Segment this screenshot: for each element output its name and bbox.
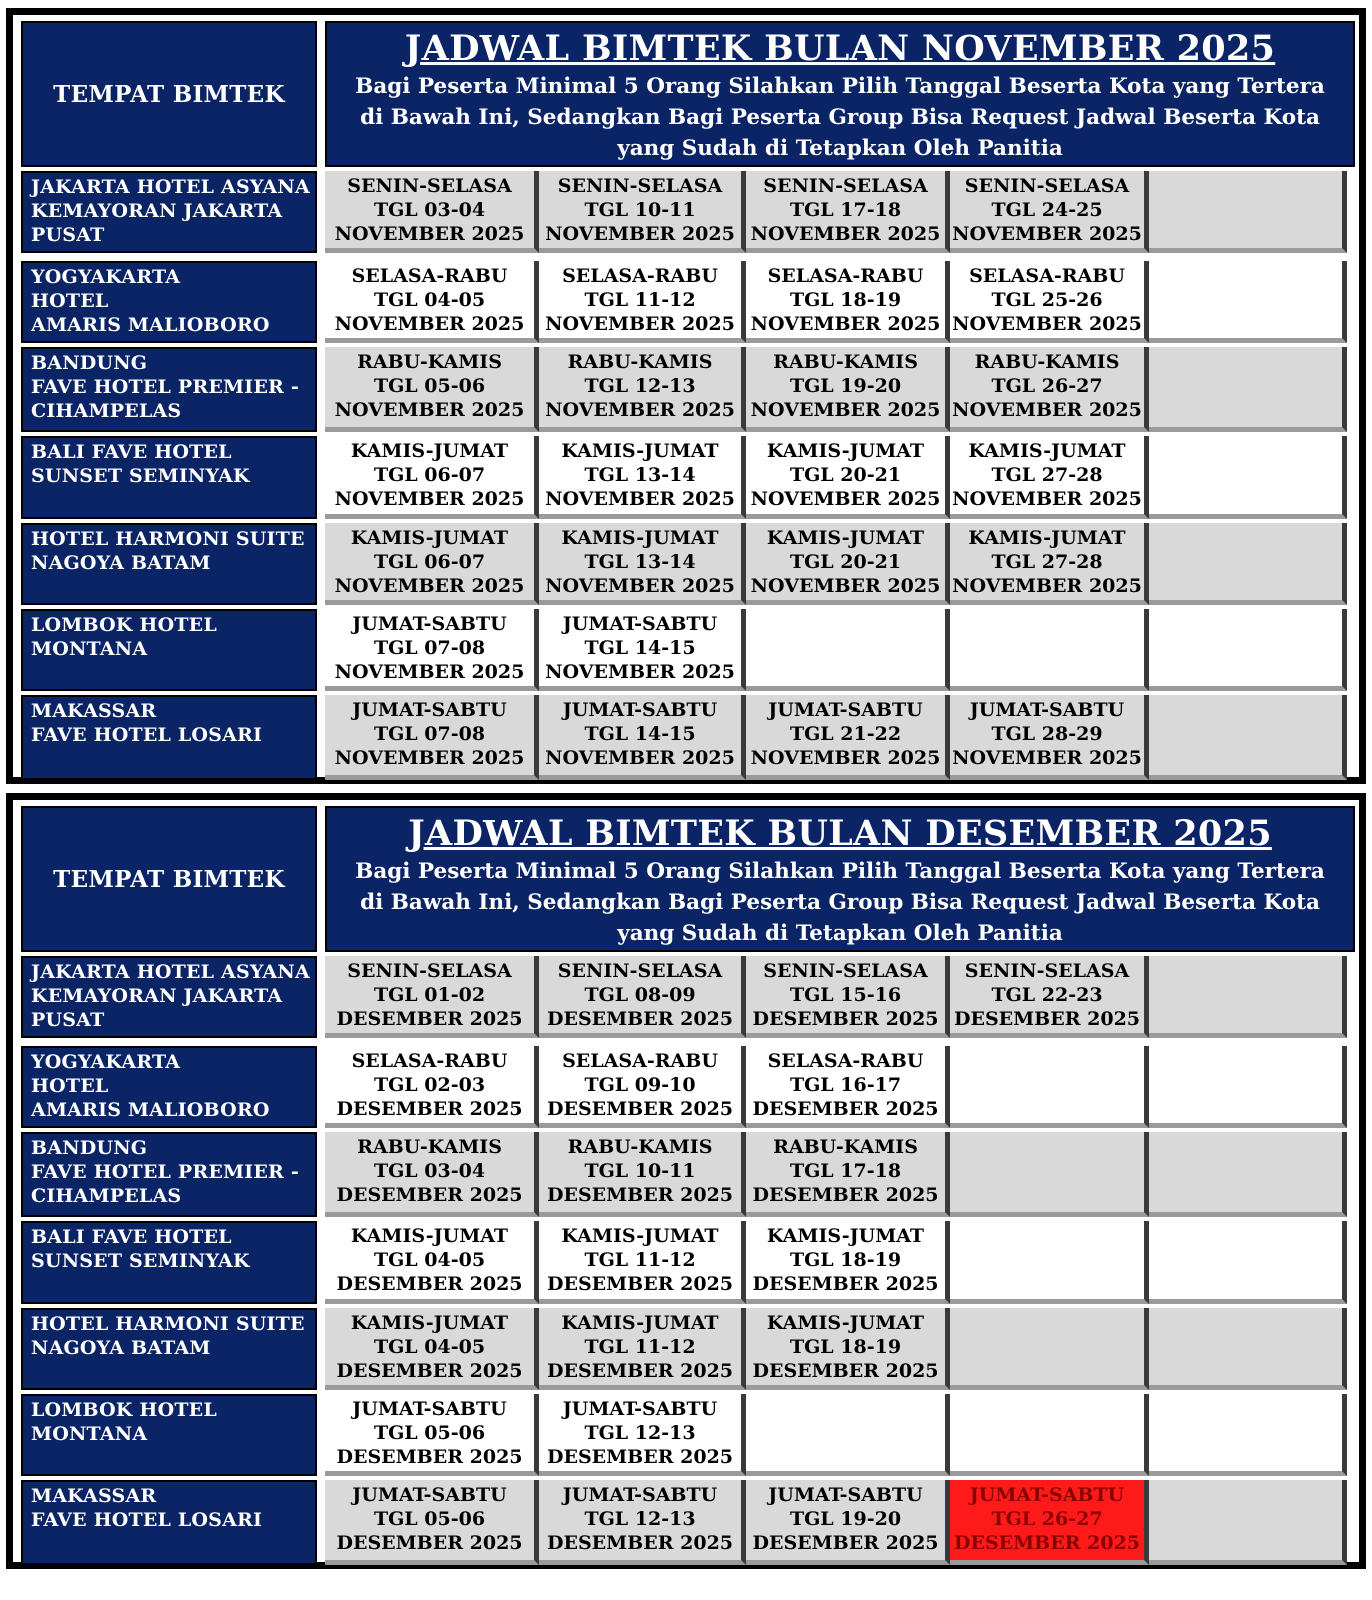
table-row bbox=[21, 261, 1355, 343]
empty-slot bbox=[1149, 1308, 1347, 1390]
slot-month: NOVEMBER 2025 bbox=[545, 747, 735, 769]
date-slot bbox=[746, 1221, 950, 1304]
date-slot bbox=[539, 523, 746, 605]
slot-month: NOVEMBER 2025 bbox=[334, 488, 525, 510]
table-body bbox=[13, 800, 1359, 1562]
slot-days: SENIN-SELASA bbox=[763, 175, 928, 197]
slot-days: RABU-KAMIS bbox=[567, 1136, 713, 1158]
slot-month: NOVEMBER 2025 bbox=[952, 575, 1142, 597]
empty-slot bbox=[1149, 1221, 1347, 1304]
venue-cell bbox=[21, 436, 317, 519]
slot-month: NOVEMBER 2025 bbox=[334, 313, 525, 335]
date-slot bbox=[325, 695, 539, 780]
slot-days: SENIN-SELASA bbox=[347, 175, 512, 197]
schedule-title: JADWAL BIMTEK BULAN DESEMBER 2025 bbox=[408, 813, 1272, 854]
header-location-label: TEMPAT BIMTEK bbox=[21, 21, 317, 167]
venue-line: MONTANA bbox=[31, 638, 148, 660]
slot-month: DESEMBER 2025 bbox=[546, 1446, 734, 1468]
slot-month: NOVEMBER 2025 bbox=[750, 399, 941, 421]
table-row bbox=[21, 609, 1355, 691]
slot-days: SENIN-SELASA bbox=[964, 960, 1130, 982]
date-slot bbox=[325, 1132, 539, 1217]
slot-dates: TGL 12-13 bbox=[584, 375, 696, 397]
slot-dates: TGL 14-15 bbox=[584, 723, 696, 745]
slot-month: NOVEMBER 2025 bbox=[750, 575, 941, 597]
empty-slot bbox=[1149, 436, 1347, 519]
slot-days: SENIN-SELASA bbox=[347, 960, 512, 982]
slot-dates: TGL 13-14 bbox=[584, 551, 696, 573]
slot-month: NOVEMBER 2025 bbox=[952, 747, 1142, 769]
date-slot bbox=[325, 609, 539, 691]
slot-dates: TGL 18-19 bbox=[789, 1249, 902, 1271]
venue-cell bbox=[21, 171, 317, 253]
date-slot bbox=[746, 1046, 950, 1128]
slot-month: DESEMBER 2025 bbox=[546, 1273, 734, 1295]
venue-line: FAVE HOTEL LOSARI bbox=[31, 1509, 263, 1531]
date-slot bbox=[950, 261, 1149, 343]
slot-days: KAMIS-JUMAT bbox=[766, 527, 925, 549]
venue-line: KEMAYORAN JAKARTA bbox=[31, 200, 283, 222]
slot-days: JUMAT-SABTU bbox=[352, 1484, 507, 1506]
venue-cell bbox=[21, 523, 317, 605]
date-slot bbox=[325, 171, 539, 253]
slot-days: KAMIS-JUMAT bbox=[350, 1225, 509, 1247]
slot-dates: TGL 20-21 bbox=[789, 464, 902, 486]
slot-days: RABU-KAMIS bbox=[773, 1136, 918, 1158]
slot-days: KAMIS-JUMAT bbox=[350, 440, 509, 462]
slot-days: SENIN-SELASA bbox=[557, 175, 723, 197]
slot-month: DESEMBER 2025 bbox=[336, 1446, 523, 1468]
date-slot bbox=[950, 171, 1149, 253]
venue-line: KEMAYORAN JAKARTA bbox=[31, 985, 283, 1007]
slot-days: JUMAT-SABTU bbox=[969, 699, 1125, 721]
slot-month: NOVEMBER 2025 bbox=[334, 661, 525, 683]
venue-line: LOMBOK HOTEL bbox=[31, 614, 217, 636]
schedule-table-desember bbox=[6, 793, 1366, 1569]
slot-days: KAMIS-JUMAT bbox=[766, 440, 925, 462]
date-slot bbox=[325, 1394, 539, 1476]
empty-slot bbox=[950, 1132, 1149, 1217]
slot-days: SELASA-RABU bbox=[767, 265, 924, 287]
slot-days: SELASA-RABU bbox=[351, 265, 508, 287]
slot-days: SELASA-RABU bbox=[969, 265, 1125, 287]
header-title-block bbox=[325, 806, 1355, 952]
empty-slot bbox=[1149, 523, 1347, 605]
slot-dates: TGL 09-10 bbox=[584, 1074, 696, 1096]
slot-dates: TGL 12-13 bbox=[584, 1422, 696, 1444]
slot-days: JUMAT-SABTU bbox=[352, 613, 507, 635]
table-row bbox=[21, 171, 1355, 253]
date-slot bbox=[539, 1221, 746, 1304]
venue-cell bbox=[21, 1480, 317, 1565]
date-slot bbox=[746, 695, 950, 780]
date-slot bbox=[539, 1132, 746, 1217]
venue-cell bbox=[21, 695, 317, 780]
slot-dates: TGL 18-19 bbox=[789, 1336, 902, 1358]
slot-dates: TGL 07-08 bbox=[373, 723, 486, 745]
slot-month: NOVEMBER 2025 bbox=[545, 313, 735, 335]
empty-slot bbox=[1149, 171, 1347, 253]
venue-line: HOTEL HARMONI SUITE bbox=[31, 1313, 305, 1335]
slot-days: SENIN-SELASA bbox=[763, 960, 928, 982]
slot-month: NOVEMBER 2025 bbox=[545, 575, 735, 597]
slot-dates: TGL 25-26 bbox=[991, 289, 1103, 311]
date-slot bbox=[746, 171, 950, 253]
venue-cell bbox=[21, 261, 317, 343]
date-slot bbox=[746, 1132, 950, 1217]
header-location-label: TEMPAT BIMTEK bbox=[21, 806, 317, 952]
table-row bbox=[21, 1132, 1355, 1217]
slot-dates: TGL 11-12 bbox=[584, 1336, 696, 1358]
slot-month: DESEMBER 2025 bbox=[546, 1098, 734, 1120]
date-slot bbox=[746, 347, 950, 432]
slot-month: DESEMBER 2025 bbox=[953, 1008, 1141, 1030]
slot-month: DESEMBER 2025 bbox=[336, 1532, 523, 1554]
slot-month: NOVEMBER 2025 bbox=[545, 399, 735, 421]
venue-line: SUNSET SEMINYAK bbox=[31, 1250, 250, 1272]
slot-month: DESEMBER 2025 bbox=[336, 1184, 523, 1206]
slot-days: JUMAT-SABTU bbox=[969, 1484, 1125, 1506]
venue-line: NAGOYA BATAM bbox=[31, 1337, 211, 1359]
date-slot bbox=[539, 1480, 746, 1565]
slot-month: DESEMBER 2025 bbox=[546, 1184, 734, 1206]
date-slot bbox=[325, 261, 539, 343]
slot-dates: TGL 07-08 bbox=[373, 637, 486, 659]
slot-dates: TGL 05-06 bbox=[373, 1422, 486, 1444]
slot-dates: TGL 05-06 bbox=[373, 375, 486, 397]
date-slot bbox=[539, 1394, 746, 1476]
venue-cell bbox=[21, 609, 317, 691]
empty-slot bbox=[746, 609, 950, 691]
venue-line: YOGYAKARTA bbox=[31, 266, 181, 288]
venue-line: CIHAMPELAS bbox=[31, 1185, 182, 1207]
schedule-subtitle: Bagi Peserta Minimal 5 Orang Silahkan Pilih Tanggal Beserta Kota yang Tertera di Bawah Ini, Sedangkan Bagi Peserta Group Bisa Request Jadwal Beserta Kota yang Sudah di Tetapkan Oleh Panitia bbox=[355, 859, 1325, 946]
venue-line: LOMBOK HOTEL bbox=[31, 1399, 217, 1421]
slot-dates: TGL 21-22 bbox=[789, 723, 902, 745]
slot-month: NOVEMBER 2025 bbox=[750, 747, 941, 769]
date-slot bbox=[746, 1480, 950, 1565]
slot-month: NOVEMBER 2025 bbox=[545, 661, 735, 683]
slot-days: SELASA-RABU bbox=[767, 1050, 924, 1072]
venue-line: HOTEL bbox=[31, 1075, 109, 1097]
slot-dates: TGL 08-09 bbox=[584, 984, 696, 1006]
slot-days: RABU-KAMIS bbox=[357, 1136, 502, 1158]
venue-line: SUNSET SEMINYAK bbox=[31, 465, 250, 487]
empty-slot bbox=[950, 609, 1149, 691]
slot-month: NOVEMBER 2025 bbox=[545, 223, 735, 245]
slot-dates: TGL 10-11 bbox=[584, 199, 696, 221]
slot-dates: TGL 28-29 bbox=[991, 723, 1103, 745]
slot-days: JUMAT-SABTU bbox=[562, 613, 718, 635]
slot-dates: TGL 14-15 bbox=[584, 637, 696, 659]
venue-line: BANDUNG bbox=[31, 352, 148, 374]
slot-month: DESEMBER 2025 bbox=[336, 1273, 523, 1295]
venue-line: MAKASSAR bbox=[31, 1485, 157, 1507]
date-slot bbox=[325, 1221, 539, 1304]
table-row bbox=[21, 523, 1355, 605]
date-slot bbox=[950, 436, 1149, 519]
slot-dates: TGL 12-13 bbox=[584, 1508, 696, 1530]
slot-days: RABU-KAMIS bbox=[567, 351, 713, 373]
slot-days: KAMIS-JUMAT bbox=[561, 440, 719, 462]
table-row bbox=[21, 956, 1355, 1038]
empty-slot bbox=[1149, 261, 1347, 343]
slot-days: RABU-KAMIS bbox=[974, 351, 1120, 373]
venue-cell bbox=[21, 1308, 317, 1390]
slot-dates: TGL 04-05 bbox=[373, 289, 486, 311]
slot-dates: TGL 27-28 bbox=[991, 464, 1103, 486]
date-slot bbox=[539, 171, 746, 253]
slot-dates: TGL 26-27 bbox=[991, 1508, 1103, 1530]
slot-month: NOVEMBER 2025 bbox=[952, 399, 1142, 421]
date-slot bbox=[539, 609, 746, 691]
schedule-table-november bbox=[6, 8, 1366, 784]
table-row bbox=[21, 1394, 1355, 1476]
slot-dates: TGL 16-17 bbox=[789, 1074, 902, 1096]
venue-line: AMARIS MALIOBORO bbox=[31, 314, 270, 336]
venue-cell bbox=[21, 1046, 317, 1128]
slot-month: NOVEMBER 2025 bbox=[334, 747, 525, 769]
venue-line: NAGOYA BATAM bbox=[31, 552, 211, 574]
slot-days: KAMIS-JUMAT bbox=[766, 1312, 925, 1334]
header-title-block bbox=[325, 21, 1355, 167]
empty-slot bbox=[950, 1394, 1149, 1476]
date-slot bbox=[746, 1308, 950, 1390]
slot-dates: TGL 06-07 bbox=[373, 551, 486, 573]
slot-days: JUMAT-SABTU bbox=[352, 699, 507, 721]
slot-dates: TGL 03-04 bbox=[373, 1160, 486, 1182]
empty-slot bbox=[1149, 1480, 1347, 1565]
empty-slot bbox=[950, 1308, 1149, 1390]
slot-month: DESEMBER 2025 bbox=[336, 1098, 523, 1120]
slot-month: DESEMBER 2025 bbox=[752, 1098, 939, 1120]
slot-days: KAMIS-JUMAT bbox=[561, 527, 719, 549]
slot-days: SELASA-RABU bbox=[562, 265, 718, 287]
table-row bbox=[21, 347, 1355, 432]
slot-days: KAMIS-JUMAT bbox=[968, 440, 1126, 462]
slot-dates: TGL 15-16 bbox=[789, 984, 902, 1006]
date-slot bbox=[539, 695, 746, 780]
slot-dates: TGL 01-02 bbox=[373, 984, 486, 1006]
venue-line: BALI FAVE HOTEL bbox=[31, 1226, 232, 1248]
table-row bbox=[21, 436, 1355, 519]
slot-month: NOVEMBER 2025 bbox=[952, 313, 1142, 335]
date-slot bbox=[325, 1046, 539, 1128]
date-slot bbox=[539, 436, 746, 519]
venue-line: HOTEL HARMONI SUITE bbox=[31, 528, 305, 550]
date-slot bbox=[950, 523, 1149, 605]
date-slot bbox=[325, 1308, 539, 1390]
empty-slot bbox=[1149, 609, 1347, 691]
date-slot bbox=[746, 523, 950, 605]
slot-days: KAMIS-JUMAT bbox=[561, 1312, 719, 1334]
slot-dates: TGL 18-19 bbox=[789, 289, 902, 311]
slot-dates: TGL 20-21 bbox=[789, 551, 902, 573]
slot-days: SENIN-SELASA bbox=[557, 960, 723, 982]
venue-line: PUSAT bbox=[31, 224, 105, 246]
slot-month: DESEMBER 2025 bbox=[752, 1273, 939, 1295]
empty-slot bbox=[1149, 1394, 1347, 1476]
venue-cell bbox=[21, 1221, 317, 1304]
venue-line: MONTANA bbox=[31, 1423, 148, 1445]
empty-slot bbox=[1149, 347, 1347, 432]
slot-days: KAMIS-JUMAT bbox=[968, 527, 1126, 549]
slot-dates: TGL 10-11 bbox=[584, 1160, 696, 1182]
slot-dates: TGL 19-20 bbox=[789, 1508, 902, 1530]
venue-line: YOGYAKARTA bbox=[31, 1051, 181, 1073]
venue-line: FAVE HOTEL PREMIER - bbox=[31, 1161, 299, 1183]
slot-month: NOVEMBER 2025 bbox=[750, 488, 941, 510]
slot-days: JUMAT-SABTU bbox=[562, 699, 718, 721]
date-slot bbox=[539, 347, 746, 432]
slot-dates: TGL 04-05 bbox=[373, 1249, 486, 1271]
slot-days: RABU-KAMIS bbox=[357, 351, 502, 373]
date-slot bbox=[325, 436, 539, 519]
date-slot bbox=[950, 347, 1149, 432]
slot-month: DESEMBER 2025 bbox=[546, 1532, 734, 1554]
date-slot bbox=[746, 956, 950, 1038]
venue-cell bbox=[21, 1394, 317, 1476]
venue-cell bbox=[21, 347, 317, 432]
venue-line: PUSAT bbox=[31, 1009, 105, 1031]
date-slot bbox=[539, 956, 746, 1038]
slot-days: KAMIS-JUMAT bbox=[561, 1225, 719, 1247]
slot-days: RABU-KAMIS bbox=[773, 351, 918, 373]
date-slot bbox=[950, 956, 1149, 1038]
date-slot bbox=[539, 1308, 746, 1390]
venue-line: FAVE HOTEL LOSARI bbox=[31, 724, 263, 746]
date-slot bbox=[746, 261, 950, 343]
slot-days: JUMAT-SABTU bbox=[562, 1484, 718, 1506]
venue-line: JAKARTA HOTEL ASYANA bbox=[31, 176, 310, 198]
slot-days: SENIN-SELASA bbox=[964, 175, 1130, 197]
table-row bbox=[21, 1046, 1355, 1128]
slot-dates: TGL 04-05 bbox=[373, 1336, 486, 1358]
slot-dates: TGL 17-18 bbox=[789, 199, 902, 221]
date-slot bbox=[950, 695, 1149, 780]
venue-line: FAVE HOTEL PREMIER - bbox=[31, 376, 299, 398]
slot-month: NOVEMBER 2025 bbox=[952, 488, 1142, 510]
slot-month: DESEMBER 2025 bbox=[953, 1532, 1141, 1554]
slot-dates: TGL 17-18 bbox=[789, 1160, 902, 1182]
slot-days: JUMAT-SABTU bbox=[768, 1484, 923, 1506]
venue-cell bbox=[21, 1132, 317, 1217]
date-slot bbox=[539, 1046, 746, 1128]
slot-month: DESEMBER 2025 bbox=[546, 1008, 734, 1030]
slot-dates: TGL 03-04 bbox=[373, 199, 486, 221]
slot-month: DESEMBER 2025 bbox=[336, 1008, 523, 1030]
slot-dates: TGL 26-27 bbox=[991, 375, 1103, 397]
venue-line: BANDUNG bbox=[31, 1137, 148, 1159]
schedule-title: JADWAL BIMTEK BULAN NOVEMBER 2025 bbox=[404, 28, 1276, 69]
slot-days: SELASA-RABU bbox=[562, 1050, 718, 1072]
date-slot bbox=[325, 1480, 539, 1565]
date-slot bbox=[539, 261, 746, 343]
slot-month: NOVEMBER 2025 bbox=[952, 223, 1142, 245]
venue-line: CIHAMPELAS bbox=[31, 400, 182, 422]
slot-dates: TGL 05-06 bbox=[373, 1508, 486, 1530]
slot-month: NOVEMBER 2025 bbox=[334, 399, 525, 421]
slot-dates: TGL 02-03 bbox=[373, 1074, 486, 1096]
slot-days: JUMAT-SABTU bbox=[562, 1398, 718, 1420]
slot-days: KAMIS-JUMAT bbox=[350, 527, 509, 549]
slot-dates: TGL 11-12 bbox=[584, 1249, 696, 1271]
slot-dates: TGL 22-23 bbox=[991, 984, 1103, 1006]
slot-dates: TGL 13-14 bbox=[584, 464, 696, 486]
slot-month: NOVEMBER 2025 bbox=[750, 223, 941, 245]
slot-month: DESEMBER 2025 bbox=[752, 1360, 939, 1382]
venue-line: HOTEL bbox=[31, 290, 109, 312]
date-slot-highlighted bbox=[950, 1480, 1149, 1565]
slot-dates: TGL 27-28 bbox=[991, 551, 1103, 573]
table-body bbox=[13, 15, 1359, 777]
slot-dates: TGL 24-25 bbox=[991, 199, 1103, 221]
empty-slot bbox=[746, 1394, 950, 1476]
slot-dates: TGL 06-07 bbox=[373, 464, 486, 486]
empty-slot bbox=[1149, 956, 1347, 1038]
date-slot bbox=[746, 436, 950, 519]
empty-slot bbox=[1149, 1132, 1347, 1217]
table-row bbox=[21, 695, 1355, 780]
table-row bbox=[21, 1480, 1355, 1565]
slot-month: NOVEMBER 2025 bbox=[334, 223, 525, 245]
slot-month: DESEMBER 2025 bbox=[546, 1360, 734, 1382]
venue-cell bbox=[21, 956, 317, 1038]
slot-days: KAMIS-JUMAT bbox=[350, 1312, 509, 1334]
slot-month: NOVEMBER 2025 bbox=[750, 313, 941, 335]
slot-days: KAMIS-JUMAT bbox=[766, 1225, 925, 1247]
slot-days: JUMAT-SABTU bbox=[768, 699, 923, 721]
venue-line: AMARIS MALIOBORO bbox=[31, 1099, 270, 1121]
slot-days: JUMAT-SABTU bbox=[352, 1398, 507, 1420]
venue-line: MAKASSAR bbox=[31, 700, 157, 722]
empty-slot bbox=[1149, 1046, 1347, 1128]
table-row bbox=[21, 1308, 1355, 1390]
slot-days: SELASA-RABU bbox=[351, 1050, 508, 1072]
slot-month: NOVEMBER 2025 bbox=[545, 488, 735, 510]
date-slot bbox=[325, 523, 539, 605]
slot-dates: TGL 19-20 bbox=[789, 375, 902, 397]
empty-slot bbox=[1149, 695, 1347, 780]
slot-month: DESEMBER 2025 bbox=[336, 1360, 523, 1382]
empty-slot bbox=[950, 1046, 1149, 1128]
empty-slot bbox=[950, 1221, 1149, 1304]
slot-month: DESEMBER 2025 bbox=[752, 1008, 939, 1030]
slot-month: DESEMBER 2025 bbox=[752, 1184, 939, 1206]
slot-month: NOVEMBER 2025 bbox=[334, 575, 525, 597]
date-slot bbox=[325, 956, 539, 1038]
slot-dates: TGL 11-12 bbox=[584, 289, 696, 311]
slot-month: DESEMBER 2025 bbox=[752, 1532, 939, 1554]
date-slot bbox=[325, 347, 539, 432]
venue-line: JAKARTA HOTEL ASYANA bbox=[31, 961, 310, 983]
schedule-subtitle: Bagi Peserta Minimal 5 Orang Silahkan Pilih Tanggal Beserta Kota yang Tertera di Bawah Ini, Sedangkan Bagi Peserta Group Bisa Request Jadwal Beserta Kota yang Sudah di Tetapkan Oleh Panitia bbox=[355, 74, 1325, 161]
table-row bbox=[21, 1221, 1355, 1304]
venue-line: BALI FAVE HOTEL bbox=[31, 441, 232, 463]
